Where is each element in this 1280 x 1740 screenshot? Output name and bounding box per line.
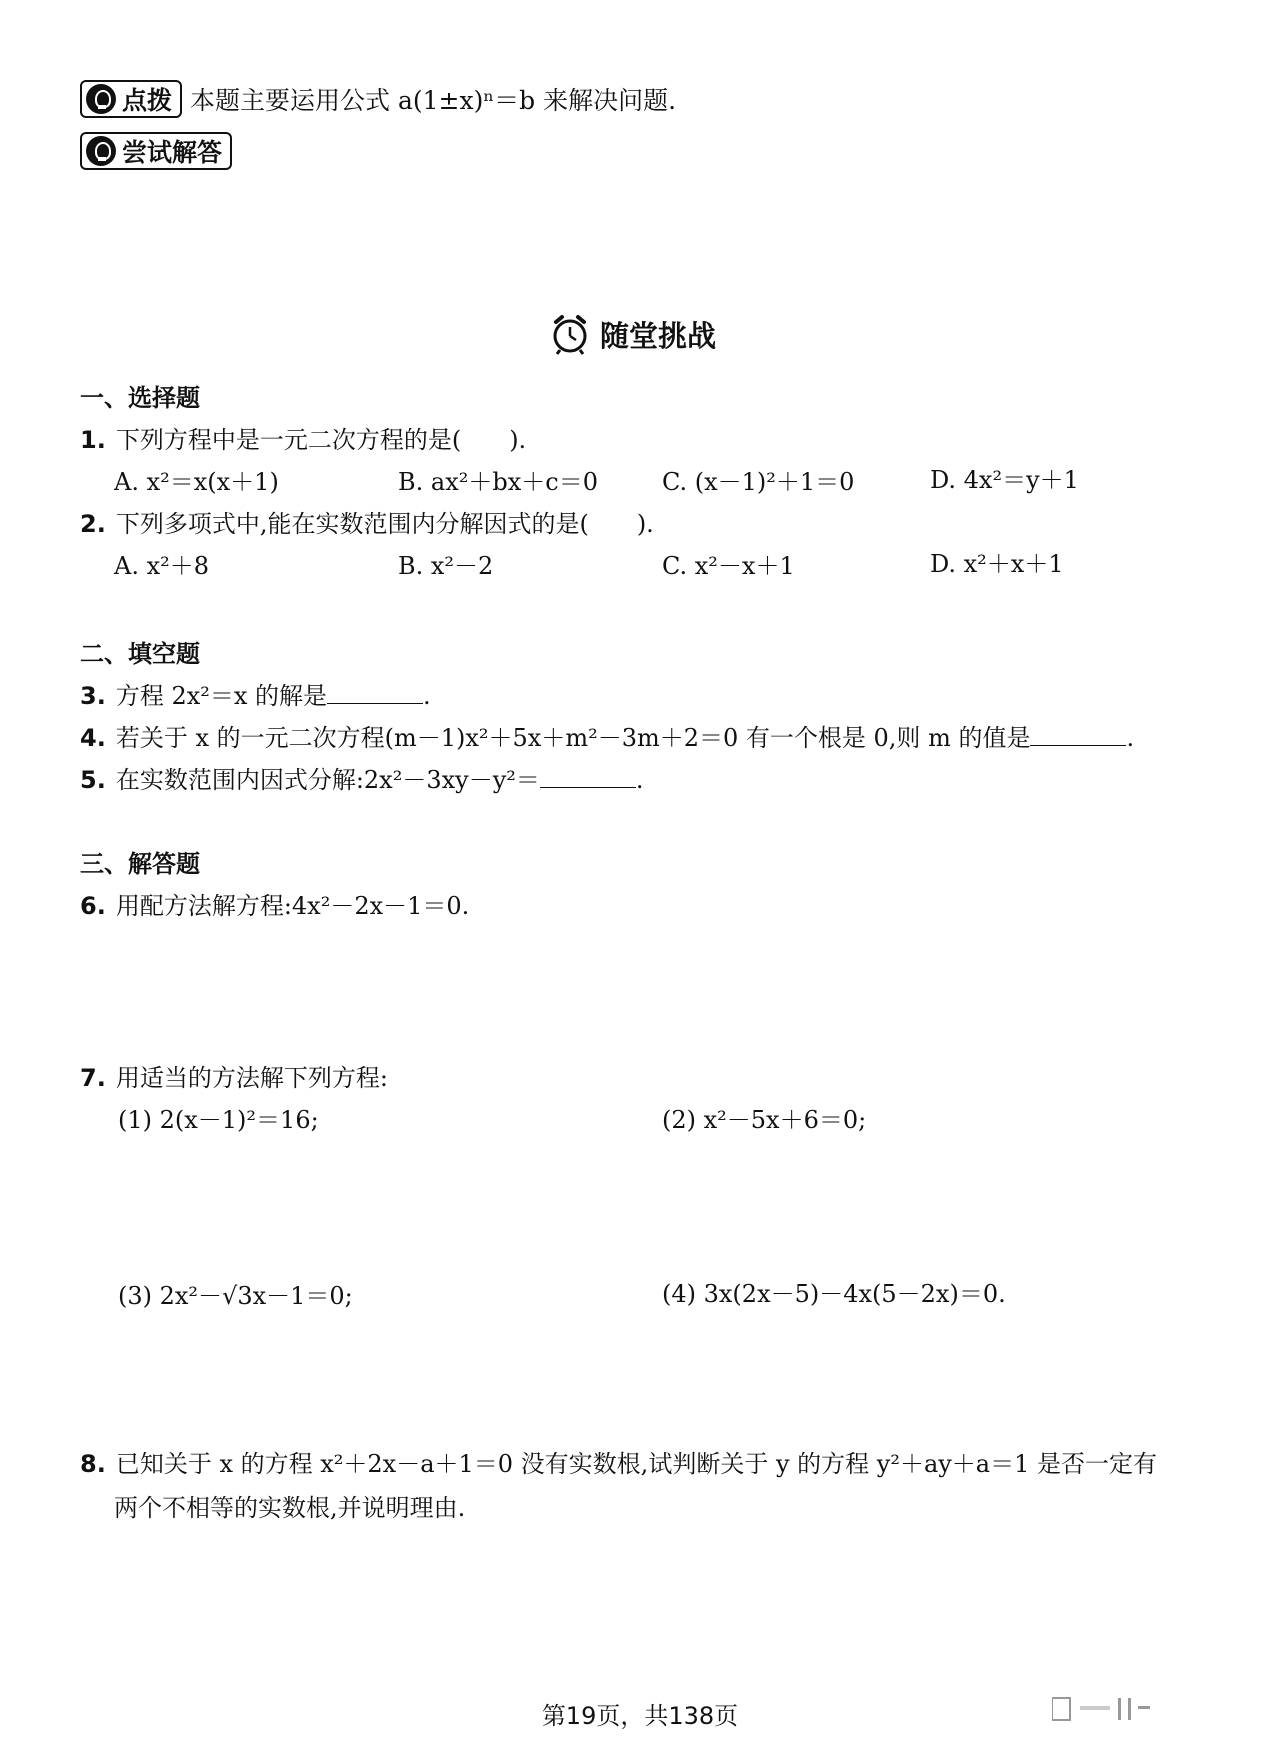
question-5 xyxy=(80,760,644,795)
question-text: 用适当的方法解下列方程: xyxy=(115,1064,388,1092)
question-8 xyxy=(80,1444,1157,1479)
page-title: 随堂挑战 xyxy=(600,318,717,353)
q1-option-a: A. x²＝x(x＋1) xyxy=(114,468,279,496)
question-number: 4. xyxy=(80,724,106,752)
alarm-clock-icon xyxy=(550,312,590,356)
q7-part-1: (1) 2(x－1)²＝16; xyxy=(118,1106,319,1134)
answer-blank[interactable] xyxy=(1030,725,1126,746)
try-answer-row xyxy=(80,132,232,170)
section-choice: 一、选择题 xyxy=(80,384,200,412)
section-title xyxy=(550,312,716,356)
question-text: 下列方程中是一元二次方程的是( ). xyxy=(115,426,527,454)
question-7 xyxy=(80,1058,388,1093)
question-2 xyxy=(80,504,654,539)
question-number: 6. xyxy=(80,892,106,920)
question-text: 若关于 x 的一元二次方程(m－1)x²＋5x＋m²－3m＋2＝0 有一个根是 0,则 m 的值是 xyxy=(115,724,1031,752)
section-answer: 三、解答题 xyxy=(80,850,200,878)
question-text: 方程 2x²＝x 的解是 xyxy=(115,682,328,710)
question-end: . xyxy=(635,766,644,794)
question-text: 下列多项式中,能在实数范围内分解因式的是( ). xyxy=(115,510,654,538)
question-number: 1. xyxy=(80,426,106,454)
page-number: 第19页，共138页 xyxy=(541,1702,739,1730)
answer-blank[interactable] xyxy=(540,767,636,788)
question-8-line-2: 两个不相等的实数根,并说明理由. xyxy=(114,1494,466,1522)
q2-option-a: A. x²＋8 xyxy=(114,552,210,580)
try-answer-tag xyxy=(80,132,232,170)
question-number: 7. xyxy=(80,1064,106,1092)
question-number: 3. xyxy=(80,682,106,710)
q7-part-3: (3) 2x²－√3x－1＝0; xyxy=(118,1282,353,1310)
question-4 xyxy=(80,718,1134,753)
question-1 xyxy=(80,420,526,455)
q2-option-c: C. x²－x＋1 xyxy=(662,552,795,580)
hint-tag xyxy=(80,80,182,118)
lightbulb-icon xyxy=(86,84,116,114)
section-fill: 二、填空题 xyxy=(80,640,200,668)
question-text: 在实数范围内因式分解:2x²－3xy－y²＝ xyxy=(115,766,540,794)
question-text: 已知关于 x 的方程 x²＋2x－a＋1＝0 没有实数根,试判断关于 y 的方程 y²＋ay＋a＝1 是否一定有 xyxy=(115,1450,1158,1478)
question-3 xyxy=(80,676,431,711)
question-number: 2. xyxy=(80,510,106,538)
hint-row xyxy=(80,80,676,118)
answer-blank[interactable] xyxy=(327,683,423,704)
question-end: . xyxy=(1126,724,1135,752)
q1-option-b: B. ax²＋bx＋c＝0 xyxy=(398,468,598,496)
question-end: . xyxy=(423,682,431,710)
hint-tag-label: 点拨 xyxy=(122,86,173,115)
q2-option-d: D. x²＋x＋1 xyxy=(930,550,1064,578)
q7-part-2: (2) x²－5x＋6＝0; xyxy=(662,1106,867,1134)
question-text: 用配方法解方程:4x²－2x－1＝0. xyxy=(115,892,470,920)
try-answer-label: 尝试解答 xyxy=(122,138,223,167)
question-6 xyxy=(80,886,469,921)
lightbulb-icon xyxy=(86,136,116,166)
q1-option-d: D. 4x²＝y＋1 xyxy=(930,466,1079,494)
question-number: 5. xyxy=(80,766,106,794)
hint-text: 本题主要运用公式 a(1±x)ⁿ＝b 来解决问题. xyxy=(190,86,677,115)
q7-part-4: (4) 3x(2x－5)－4x(5－2x)＝0. xyxy=(662,1280,1006,1308)
q1-option-c: C. (x－1)²＋1＝0 xyxy=(662,468,855,496)
question-number: 8. xyxy=(80,1450,106,1478)
q2-option-b: B. x²－2 xyxy=(398,552,494,580)
